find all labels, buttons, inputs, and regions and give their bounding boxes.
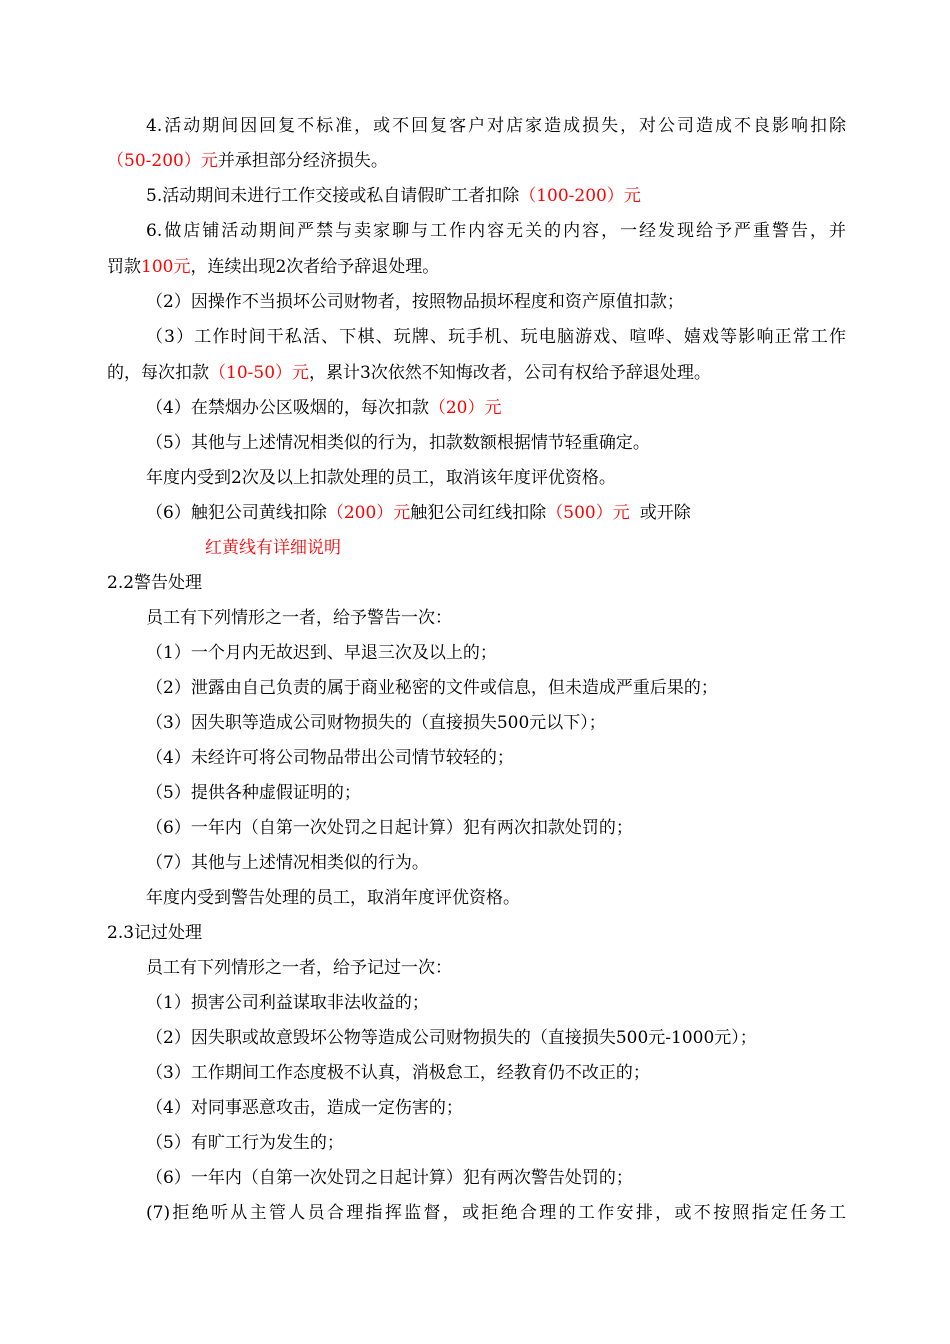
paragraph-line — [146, 220, 846, 242]
text-run: （2）泄露由自己负责的属于商业秘密的文件或信息，但未造成严重后果的； — [146, 678, 718, 698]
section-heading — [107, 572, 847, 594]
text-run: 触犯公司红线扣除 — [410, 503, 547, 523]
list-item — [146, 1167, 846, 1189]
highlight-amount: （20）元 — [428, 398, 502, 418]
paragraph-line — [146, 432, 846, 454]
red-note: 红黄线有详细说明 — [205, 538, 341, 558]
list-item — [146, 1132, 846, 1154]
text-run: 年度内受到警告处理的员工，取消年度评优资格。 — [146, 888, 520, 908]
list-item — [146, 712, 846, 734]
text-run: （2）因失职或故意毁坏公物等造成公司财物损失的（直接损失500元-1000元）； — [146, 1028, 757, 1048]
paragraph-line — [146, 607, 846, 629]
list-item — [146, 1202, 846, 1224]
highlight-amount: （500）元 — [546, 503, 630, 523]
text-run: （3）工作时间干私活、下棋、玩牌、玩手机、玩电脑游戏、喧哗、嬉戏等影响正常工作 — [146, 327, 846, 347]
text-run: 年度内受到2次及以上扣款处理的员工，取消该年度评优资格。 — [146, 468, 616, 488]
list-item — [146, 852, 846, 874]
list-item — [146, 1097, 846, 1119]
highlight-amount: （200）元 — [326, 503, 411, 523]
text-run: ，累计3次依然不知悔改者，公司有权给予辞退处理。 — [309, 363, 711, 383]
paragraph-line — [146, 502, 846, 524]
paragraph-line — [146, 185, 846, 207]
list-item — [146, 782, 846, 804]
list-item — [146, 747, 846, 769]
list-item — [146, 677, 846, 699]
text-run: （3）工作期间工作态度极不认真，消极怠工，经教育仍不改正的； — [146, 1063, 650, 1083]
paragraph-line — [107, 362, 847, 384]
text-run: （6）一年内（自第一次处罚之日起计算）犯有两次扣款处罚的； — [146, 818, 633, 838]
text-run: 或开除 — [639, 503, 691, 523]
note-line — [205, 537, 945, 559]
text-run: （1）一个月内无故迟到、早退三次及以上的； — [146, 643, 497, 663]
text-run: 6.做店铺活动期间严禁与卖家聊与工作内容无关的内容，一经发现给予严重警告，并 — [146, 221, 846, 241]
text-run: 5.活动期间未进行工作交接或私自请假旷工者扣除 — [146, 186, 520, 206]
paragraph-line — [146, 887, 846, 909]
list-item — [146, 1062, 846, 1084]
text-run: 的，每次扣款 — [107, 363, 209, 383]
highlight-amount: （100-200）元 — [519, 186, 641, 206]
text-run: （6）触犯公司黄线扣除 — [146, 503, 327, 523]
paragraph-line — [146, 115, 846, 137]
text-run: 罚款 — [107, 257, 141, 277]
text-run: ，连续出现2次者给予辞退处理。 — [190, 257, 440, 277]
section-heading — [107, 922, 847, 944]
text-run: （4）对同事恶意攻击，造成一定伤害的； — [146, 1098, 463, 1118]
text-run: （5）有旷工行为发生的； — [146, 1133, 344, 1153]
text-run: （7）其他与上述情况相类似的行为。 — [146, 853, 429, 873]
heading-text: 2.2警告处理 — [107, 573, 203, 593]
paragraph-line — [107, 256, 847, 278]
heading-text: 2.3记过处理 — [107, 923, 203, 943]
list-item — [146, 992, 846, 1014]
paragraph-line — [146, 291, 846, 313]
text-run: （6）一年内（自第一次处罚之日起计算）犯有两次警告处罚的； — [146, 1168, 633, 1188]
text-run: （1）损害公司利益谋取非法收益的； — [146, 993, 429, 1013]
highlight-amount: （50-200）元 — [107, 151, 218, 171]
paragraph-line — [146, 957, 846, 979]
paragraph-line — [146, 326, 846, 348]
paragraph-line — [146, 397, 846, 419]
highlight-amount: 100元 — [141, 257, 191, 277]
list-item — [146, 1027, 846, 1049]
text-run: 员工有下列情形之一者，给予记过一次： — [146, 958, 452, 978]
paragraph-line — [146, 467, 846, 489]
text-run: （2）因操作不当损坏公司财物者，按照物品损坏程度和资产原值扣款； — [146, 292, 684, 312]
text-run: 并承担部分经济损失。 — [217, 151, 388, 171]
text-run: （3）因失职等造成公司财物损失的（直接损失500元以下）； — [146, 713, 606, 733]
paragraph-line — [107, 150, 847, 172]
text-run: （4）在禁烟办公区吸烟的，每次扣款 — [146, 398, 429, 418]
text-run: (7)拒绝听从主管人员合理指挥监督，或拒绝合理的工作安排，或不按照指定任务工 — [146, 1203, 846, 1223]
list-item — [146, 817, 846, 839]
highlight-amount: （10-50）元 — [209, 363, 310, 383]
text-run: 4.活动期间因回复不标准，或不回复客户对店家造成损失，对公司造成不良影响扣除 — [146, 116, 846, 136]
text-run: 员工有下列情形之一者，给予警告一次： — [146, 608, 452, 628]
list-item — [146, 642, 846, 664]
text-run: （5）其他与上述情况相类似的行为，扣款数额根据情节轻重确定。 — [146, 433, 650, 453]
text-run: （5）提供各种虚假证明的； — [146, 783, 361, 803]
text-run: （4）未经许可将公司物品带出公司情节较轻的； — [146, 748, 514, 768]
